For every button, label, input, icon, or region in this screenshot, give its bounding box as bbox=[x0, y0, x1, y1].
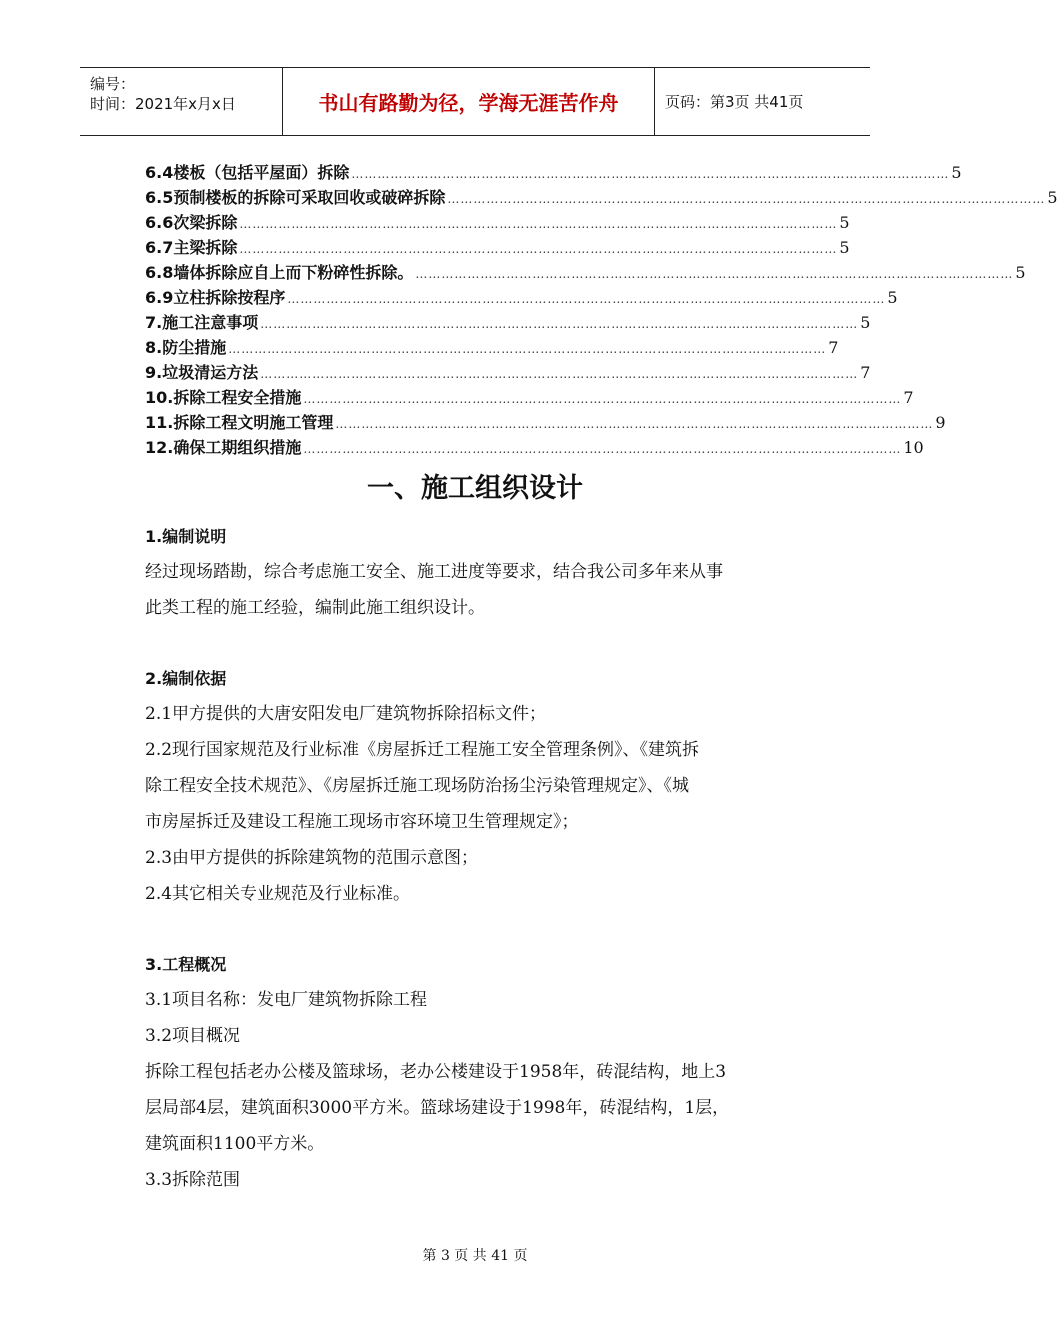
chapter-heading: 一、施工组织设计 bbox=[367, 473, 583, 504]
toc-leader-dots: ………………………………………………………………………………………………………………………… bbox=[239, 217, 838, 231]
toc-entry[interactable] bbox=[145, 160, 962, 185]
toc-entry-title: 6.9立柱拆除按程序 bbox=[145, 288, 286, 307]
toc-entry-page: 7 bbox=[860, 363, 871, 382]
paragraph: 此类工程的施工经验，编制此施工组织设计。 bbox=[145, 598, 485, 618]
list-item: 2.1甲方提供的大唐安阳发电厂建筑物拆除招标文件； bbox=[145, 704, 547, 724]
toc-entry[interactable] bbox=[145, 385, 914, 410]
toc-entry-page: 5 bbox=[951, 163, 962, 182]
number-label: 编号： bbox=[90, 75, 136, 93]
toc-entry[interactable] bbox=[145, 210, 850, 235]
toc-entry-title: 10.拆除工程安全措施 bbox=[145, 388, 302, 407]
list-item: 2.3由甲方提供的拆除建筑物的范围示意图； bbox=[145, 848, 479, 868]
toc-leader-dots: ………………………………………………………………………………………………………………………… bbox=[415, 267, 1014, 281]
list-item: 3.2项目概况 bbox=[145, 1026, 241, 1046]
list-item-continued: 市房屋拆迁及建设工程施工现场市容环境卫生管理规定》； bbox=[145, 812, 579, 832]
list-item: 2.2现行国家规范及行业标准《房屋拆迁工程施工安全管理条例》、《建筑拆 bbox=[145, 740, 700, 760]
toc-entry-title: 6.7主梁拆除 bbox=[145, 238, 238, 257]
toc-entry-title: 6.6次梁拆除 bbox=[145, 213, 238, 232]
list-item: 3.3拆除范围 bbox=[145, 1170, 241, 1190]
toc-entry[interactable] bbox=[145, 310, 871, 335]
toc-entry-page: 5 bbox=[839, 213, 850, 232]
page-header bbox=[80, 67, 870, 136]
toc-entry-title: 11.拆除工程文明施工管理 bbox=[145, 413, 334, 432]
toc-leader-dots: ………………………………………………………………………………………………………………………… bbox=[287, 292, 886, 306]
toc-leader-dots: ………………………………………………………………………………………………………………………… bbox=[335, 417, 934, 431]
toc-entry-title: 6.8墙体拆除应自上而下粉碎性拆除。 bbox=[145, 263, 414, 282]
toc-entry-title: 7.施工注意事项 bbox=[145, 313, 259, 332]
toc-entry-title: 6.5预制楼板的拆除可采取回收或破碎拆除 bbox=[145, 188, 446, 207]
toc-entry-page: 7 bbox=[903, 388, 914, 407]
toc-leader-dots: ………………………………………………………………………………………………………………………… bbox=[303, 442, 902, 456]
toc-entry-page: 7 bbox=[828, 338, 839, 357]
list-item: 3.1项目名称：发电厂建筑物拆除工程 bbox=[145, 990, 428, 1010]
toc-entry-page: 5 bbox=[1047, 188, 1058, 207]
toc-entry[interactable] bbox=[145, 360, 871, 385]
toc-leader-dots: ………………………………………………………………………………………………………………………… bbox=[303, 392, 902, 406]
toc-leader-dots: ………………………………………………………………………………………………………………………… bbox=[239, 242, 838, 256]
toc-entry[interactable] bbox=[145, 235, 850, 260]
toc-entry-page: 5 bbox=[839, 238, 850, 257]
toc-entry-title: 8.防尘措施 bbox=[145, 338, 227, 357]
toc-entry[interactable] bbox=[145, 185, 1058, 210]
section-title: 3.工程概况 bbox=[145, 955, 227, 974]
toc-leader-dots: ………………………………………………………………………………………………………………………… bbox=[447, 192, 1046, 206]
toc-leader-dots: ………………………………………………………………………………………………………………………… bbox=[260, 317, 859, 331]
toc-entry[interactable] bbox=[145, 260, 1026, 285]
toc-entry-title: 9.垃圾清运方法 bbox=[145, 363, 259, 382]
toc-entry[interactable] bbox=[145, 285, 898, 310]
page-footer: 第 3 页 共 41 页 bbox=[422, 1248, 528, 1264]
toc-entry[interactable] bbox=[145, 435, 924, 460]
paragraph: 经过现场踏勘，综合考虑施工安全、施工进度等要求，结合我公司多年来从事 bbox=[145, 562, 723, 582]
document-body bbox=[145, 520, 810, 1198]
toc-entry-page: 10 bbox=[903, 438, 924, 457]
toc-entry-page: 9 bbox=[935, 413, 946, 432]
paragraph: 建筑面积1100平方米。 bbox=[145, 1134, 325, 1154]
header-meta bbox=[80, 68, 283, 135]
header-motto: 书山有路勤为径，学海无涯苦作舟 bbox=[283, 68, 655, 135]
toc-leader-dots: ………………………………………………………………………………………………………………………… bbox=[260, 367, 859, 381]
toc-entry-page: 5 bbox=[860, 313, 871, 332]
section-title: 1.编制说明 bbox=[145, 527, 227, 546]
time-label: 时间：2021年x月x日 bbox=[90, 95, 236, 113]
toc-entry-page: 5 bbox=[887, 288, 898, 307]
toc-entry[interactable] bbox=[145, 410, 946, 435]
list-item-continued: 除工程安全技术规范》、《房屋拆迁施工现场防治扬尘污染管理规定》、《城 bbox=[145, 776, 689, 796]
table-of-contents bbox=[145, 160, 1058, 460]
paragraph: 层局部4层，建筑面积3000平方米。篮球场建设于1998年，砖混结构，1层， bbox=[145, 1098, 730, 1118]
list-item: 2.4其它相关专业规范及行业标准。 bbox=[145, 884, 411, 904]
toc-entry-page: 5 bbox=[1015, 263, 1026, 282]
toc-entry-title: 6.4楼板（包括平屋面）拆除 bbox=[145, 163, 350, 182]
header-page-info: 页码：第3页 共41页 bbox=[665, 93, 804, 111]
toc-entry[interactable] bbox=[145, 335, 839, 360]
paragraph: 拆除工程包括老办公楼及篮球场，老办公楼建设于1958年，砖混结构，地上3 bbox=[145, 1062, 727, 1082]
toc-leader-dots: ………………………………………………………………………………………………………………………… bbox=[351, 167, 950, 181]
toc-entry-title: 12.确保工期组织措施 bbox=[145, 438, 302, 457]
section-title: 2.编制依据 bbox=[145, 669, 227, 688]
toc-leader-dots: ………………………………………………………………………………………………………………………… bbox=[228, 342, 827, 356]
